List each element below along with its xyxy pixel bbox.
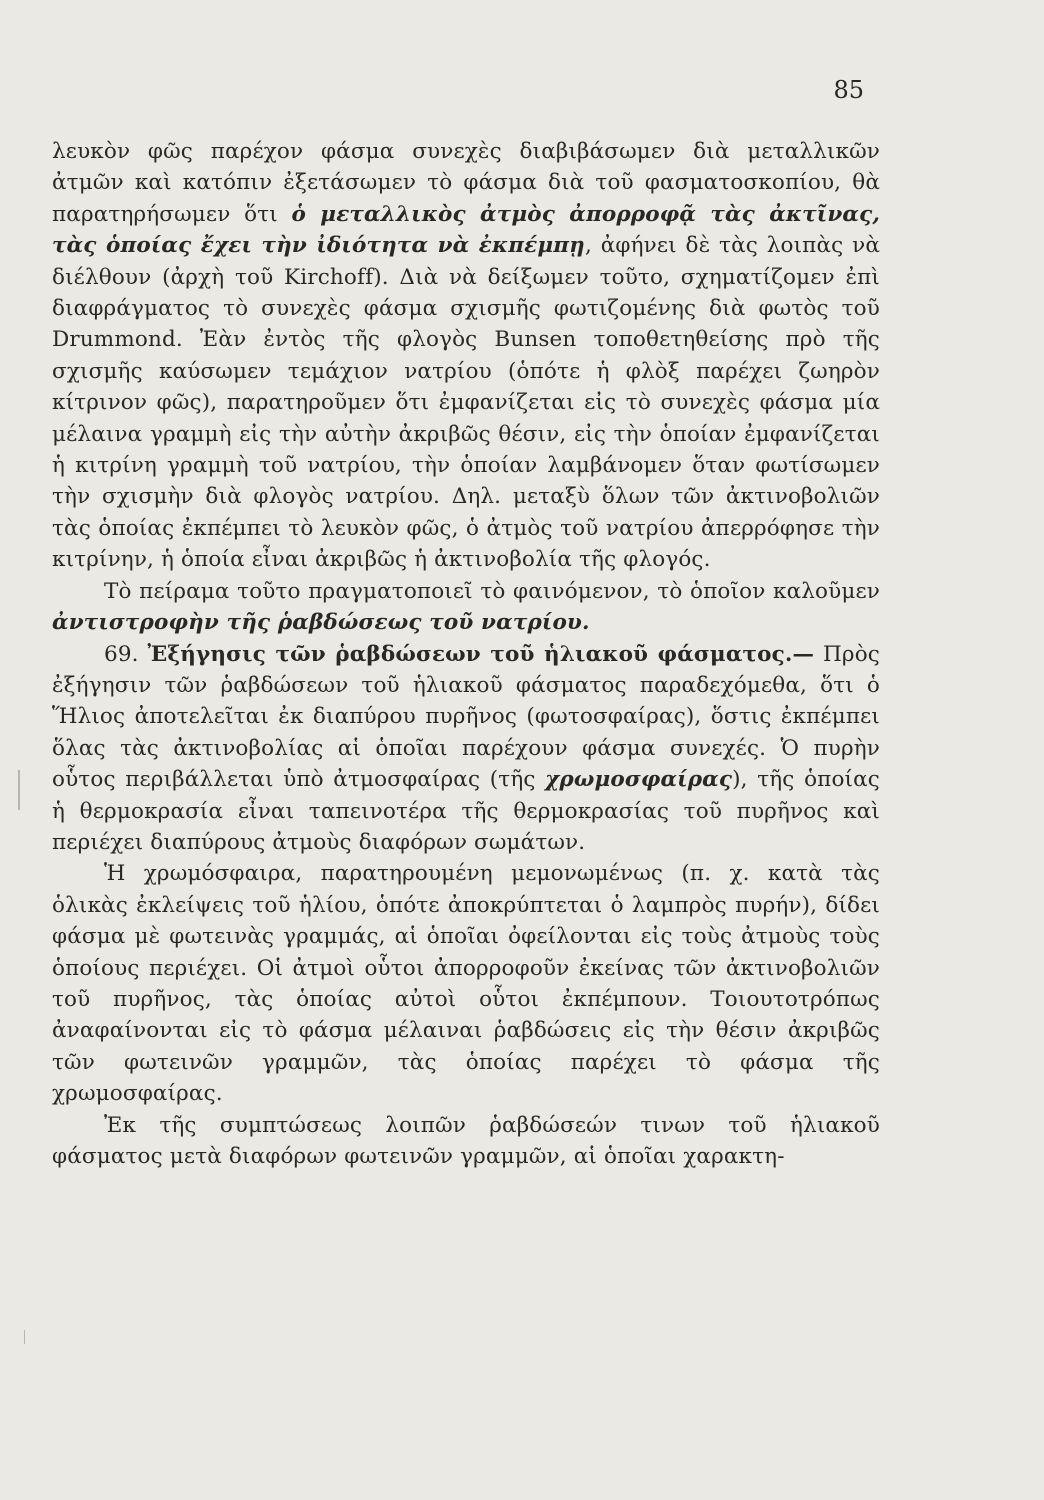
emphasized-text: ὁ μεταλλικὸς ἀτμὸς ἀπορροφᾷ τὰς ἀκτῖνας, τὰς ὁποίας ἔχει τὴν ἰδιότητα νὰ ἐκπέμπῃ <box>52 201 880 259</box>
paragraph-text: , ἀφήνει δὲ τὰς λοιπὰς νὰ διέλθουν (ἀρχὴ τοῦ Kirchoff). Διὰ νὰ δείξωμεν τοῦτο, σχηματίζομεν ἐπὶ διαφράγματος τὸ συνεχὲς φάσμα σχισμῆς φωτιζομένης διὰ φωτὸς τοῦ Drummond. Ἐὰν ἐντὸς τῆς φλογὸς Bunsen τοποθετηθείσης πρὸ τῆς σχισμῆς καύσωμεν τεμάχιον νατρίου (ὁπότε ἡ φλὸξ παρέχει ζωηρὸν κίτρινον φῶς), παρατηροῦμεν ὅτι ἐμφανίζεται εἰς τὸ συνεχὲς φάσμα μία μέλαινα γραμμὴ εἰς τὴν αὐτὴν ἀκριβῶς θέσιν, εἰς τὴν ὁποίαν ἐμφανίζεται ἡ κιτρίνη γραμμὴ τοῦ νατρίου, τὴν ὁποίαν λαμβάνομεν ὅταν φωτίσωμεν τὴν σχισμὴν διὰ φλογὸς νατρίου. Δηλ. μεταξὺ ὅλων τῶν ἀκτινοβολιῶν τὰς ὁποίας ἐκπέμπει τὸ λευκὸν φῶς, ὁ ἀτμὸς τοῦ νατρίου ἀπερρόφησε τὴν κιτρίνην, ἡ ὁποία εἶναι ἀκριβῶς ἡ ἀκτινοβολία τῆς φλογός. <box>52 233 880 573</box>
paragraph-text: ), τῆς ὁποίας ἡ θερμοκρασία εἶναι ταπεινοτέρα τῆς θερμοκρασίας τοῦ πυρῆνος καὶ περιέχει διαπύρους ἀτμοὺς διαφόρων σωμάτων. <box>52 767 880 855</box>
emphasized-text: χρωμοσφαίρας <box>545 767 733 793</box>
page-number: 85 <box>833 76 864 104</box>
paragraph-chromosphere: Ἡ χρωμόσφαιρα, παρατηρουμένη μεμονωμένως (π. χ. κατὰ τὰς ὁλικὰς ἐκλείψεις τοῦ ἡλίου, ὁπότε ἀποκρύπτεται ὁ λαμπρὸς πυρήν), δίδει φάσμα μὲ φωτεινὰς γραμμάς, αἱ ὁποῖαι ὀφείλονται εἰς τοὺς ἀτμοὺς τοὺς ὁποίους περιέχει. Οἱ ἀτμοὶ οὗτοι ἀπορροφοῦν ἐκείνας τῶν ἀκτινοβολιῶν τοῦ πυρῆνος, τὰς ὁποίας αὐτοὶ οὗτοι ἐκπέμπουν. Τοιουτοτρόπως ἀναφαίνονται εἰς τὸ φάσμα μέλαιναι ῥαβδώσεις εἰς τὴν θέσιν ἀκριβῶς τῶν φωτεινῶν γραμμῶν, τὰς ὁποίας παρέχει τὸ φάσμα τῆς χρωμοσφαίρας. <box>52 861 880 1107</box>
margin-mark <box>24 1330 25 1344</box>
body-text <box>52 136 880 1172</box>
paragraph-coincidence: Ἐκ τῆς συμπτώσεως λοιπῶν ῥαβδώσεών τινων τοῦ ἡλιακοῦ φάσματος μετὰ διαφόρων φωτεινῶν γραμμῶν, αἱ ὁποῖαι χαρακτη- <box>52 1112 880 1169</box>
section-title: Ἐξήγησις τῶν ῥαβδώσεων τοῦ ἡλιακοῦ φάσματος.— <box>147 641 815 667</box>
paragraph-text: Τὸ πείραμα τοῦτο πραγματοποιεῖ τὸ φαινόμενον, τὸ ὁποῖον καλοῦμεν <box>104 578 880 604</box>
paragraph-text: Πρὸς ἐξήγησιν τῶν ῥαβδώσεων τοῦ ἡλιακοῦ φάσματος παραδεχόμεθα, ὅτι ὁ Ἥλιος ἀποτελεῖται ἐκ διαπύρου πυρῆνος (φωτοσφαίρας), ὅστις ἐκπέμπει ὅλας τὰς ἀκτινοβολίας αἱ ὁποῖαι παρέχουν φάσμα συνεχές. Ὁ πυρὴν οὗτος περιβάλλεται ὑπὸ ἀτμοσφαίρας (τῆς <box>52 641 880 793</box>
paragraph-inversion <box>52 576 880 639</box>
margin-mark <box>18 770 20 810</box>
section-69 <box>52 639 880 859</box>
section-number: 69. <box>104 641 148 667</box>
paragraph-kirchhoff <box>52 136 880 576</box>
emphasized-text: ἀντιστροφὴν τῆς ῥαβδώσεως τοῦ νατρίου. <box>52 610 590 636</box>
paragraph-text: λευκὸν φῶς παρέχον φάσμα συνεχὲς διαβιβάσωμεν διὰ μεταλλικῶν ἀτμῶν καὶ κατόπιν ἐξετάσωμεν τὸ φάσμα διὰ τοῦ φασματοσκοπίου, θὰ παρατηρήσωμεν ὅτι <box>52 139 880 227</box>
